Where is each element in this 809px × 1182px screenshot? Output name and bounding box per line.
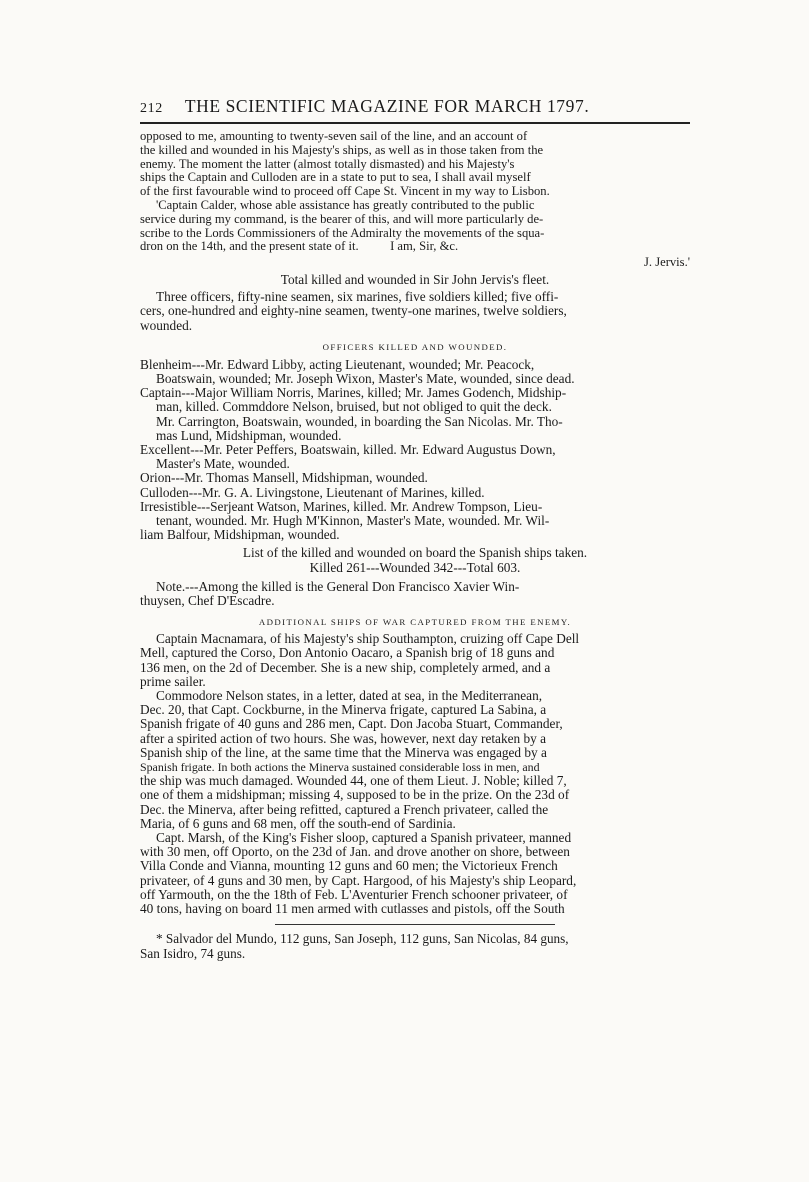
text-line: off Yarmouth, on the the 18th of Feb. L'Aventurier French schooner privateer, of — [140, 886, 568, 902]
list-line: mas Lund, Midshipman, wounded. — [156, 427, 342, 443]
text-line: Commodore Nelson states, in a letter, dated at sea, in the Mediterranean, — [156, 688, 543, 704]
captures-paragraph-1 — [140, 632, 690, 689]
signature: J. Jervis.' — [644, 255, 690, 270]
fleet-summary — [140, 290, 690, 333]
text-line: with 30 men, off Oporto, on the 23d of Jan. and drove another on shore, between — [140, 844, 570, 860]
list-line: Captain---Major William Norris, Marines, killed; Mr. James Godench, Midship- — [140, 385, 567, 401]
ships-heading: ADDITIONAL SHIPS OF WAR CAPTURED FROM THE ENEMY. — [258, 617, 572, 628]
text-line: service during my command, is the bearer of this, and will more particularly de- — [140, 211, 544, 226]
list-line: Blenheim---Mr. Edward Libby, acting Lieutenant, wounded; Mr. Peacock, — [140, 356, 535, 372]
text-line: thuysen, Chef D'Escadre. — [140, 593, 275, 609]
officers-heading: OFFICERS KILLED AND WOUNDED. — [322, 341, 508, 352]
text-line: Dec. the Minerva, after being refitted, captured a French privateer, called the — [140, 801, 549, 817]
list-line: Boatswain, wounded; Mr. Joseph Wixon, Master's Mate, wounded, since dead. — [156, 370, 575, 386]
list-line: liam Balfour, Midshipman, wounded. — [140, 527, 340, 543]
note-paragraph — [140, 580, 690, 608]
text-line: Spanish ship of the line, at the same time that the Minerva was engaged by a — [140, 744, 547, 760]
captures-paragraph-2 — [140, 689, 690, 831]
text-line: one of them a midshipman; missing 4, supposed to be in the prize. On the 23d of — [140, 787, 570, 803]
list-line: Mr. Carrington, Boatswain, wounded, in boarding the San Nicolas. Mr. Tho- — [156, 413, 563, 429]
text-line: opposed to me, amounting to twenty-seven sail of the line, and an account of — [140, 129, 528, 143]
text-line: Note.---Among the killed is the General Don Francisco Xavier Win- — [156, 578, 520, 594]
text-line: Killed 261---Wounded 342---Total 603. — [309, 559, 521, 575]
spanish-losses — [140, 546, 690, 574]
text-line: Spanish frigate of 40 guns and 286 men, Capt. Don Jacoba Stuart, Commander, — [140, 716, 563, 732]
captures-paragraph-3 — [140, 831, 690, 916]
list-line: Orion---Mr. Thomas Mansell, Midshipman, wounded. — [140, 470, 428, 486]
text-line: enemy. The moment the latter (almost totally dismasted) and his Majesty's — [140, 156, 515, 171]
text-line: the ship was much damaged. Wounded 44, one of them Lieut. J. Noble; killed 7, — [140, 773, 567, 789]
page-title: THE SCIENTIFIC MAGAZINE FOR MARCH 1797. — [184, 96, 590, 116]
text-line: the killed and wounded in his Majesty's ships, as well as in those taken from the — [140, 142, 544, 157]
text-line: after a spirited action of two hours. She was, however, next day retaken by a — [140, 730, 546, 746]
list-line: man, killed. Commddore Nelson, bruised, but not obliged to quit the deck. — [156, 399, 552, 415]
text-line: cers, one-hundred and eighty-nine seamen, twenty-one marines, twelve soldiers, — [140, 303, 567, 319]
list-line: Master's Mate, wounded. — [156, 456, 290, 472]
text-line: Three officers, fifty-nine seamen, six marines, five soldiers killed; five offi- — [156, 289, 559, 305]
text-line: 40 tons, having on board 11 men armed with cutlasses and pistols, off the South — [140, 901, 565, 917]
text-line: prime sailer. — [140, 673, 206, 689]
fleet-heading: Total killed and wounded in Sir John Jervis's fleet. — [280, 271, 550, 287]
letter-paragraph — [140, 130, 690, 270]
header-rule — [140, 122, 690, 124]
text-line: Dec. 20, that Capt. Cockburne, in the Minerva frigate, captured La Sabina, a — [140, 702, 547, 718]
list-line: tenant, wounded. Mr. Hugh M'Kinnon, Master's Mate, wounded. Mr. Wil- — [156, 513, 550, 529]
book-page — [140, 96, 690, 961]
text-line: 136 men, on the 2d of December. She is a new ship, completely armed, and a — [140, 659, 551, 675]
text-line: ships the Captain and Culloden are in a state to put to sea, I shall avail myself — [140, 170, 531, 185]
running-head — [140, 96, 690, 117]
list-line: Excellent---Mr. Peter Peffers, Boatswain, killed. Mr. Edward Augustus Down, — [140, 442, 556, 457]
footnote-line: San Isidro, 74 guns. — [140, 946, 246, 962]
footnote-rule — [275, 924, 555, 925]
text-line: Captain Macnamara, of his Majesty's ship Southampton, cruizing off Cape Dell — [156, 631, 580, 647]
text-line: Mell, captured the Corso, Don Antonio Oacaro, a Spanish brig of 18 guns and — [140, 645, 555, 661]
text-line: privateer, of 4 guns and 30 men, by Capt. Hargood, of his Majesty's ship Leopard, — [140, 872, 577, 888]
officers-list — [140, 358, 690, 543]
text-line: Capt. Marsh, of the King's Fisher sloop, captured a Spanish privateer, manned — [156, 830, 572, 846]
list-line: Irresistible---Serjeant Watson, Marines, killed. Mr. Andrew Tompson, Lieu- — [140, 498, 543, 514]
footnote-line: * Salvador del Mundo, 112 guns, San Joseph, 112 guns, San Nicolas, 84 guns, — [156, 931, 569, 947]
text-line: Maria, of 6 guns and 68 men, off the south-end of Sardinia. — [140, 815, 456, 831]
text-line: scribe to the Lords Commissioners of the Admiralty the movements of the squa- — [140, 225, 545, 240]
page-number: 212 — [140, 101, 163, 116]
footnote — [140, 931, 690, 961]
text-line: wounded. — [140, 317, 193, 333]
text-line: Villa Conde and Vianna, mounting 12 guns and 60 men; the Victorieux French — [140, 858, 558, 874]
text-line: dron on the 14th, and the present state of it. I am, Sir, &c. — [140, 239, 459, 254]
text-line: Spanish frigate. In both actions the Minerva sustained considerable loss in men, and — [140, 760, 540, 775]
list-line: Culloden---Mr. G. A. Livingstone, Lieutenant of Marines, killed. — [140, 484, 485, 500]
text-line: List of the killed and wounded on board the Spanish ships taken. — [242, 545, 588, 561]
text-line: of the first favourable wind to proceed off Cape St. Vincent in my way to Lisbon. — [140, 184, 550, 199]
text-line: 'Captain Calder, whose able assistance has greatly contributed to the public — [156, 197, 535, 212]
